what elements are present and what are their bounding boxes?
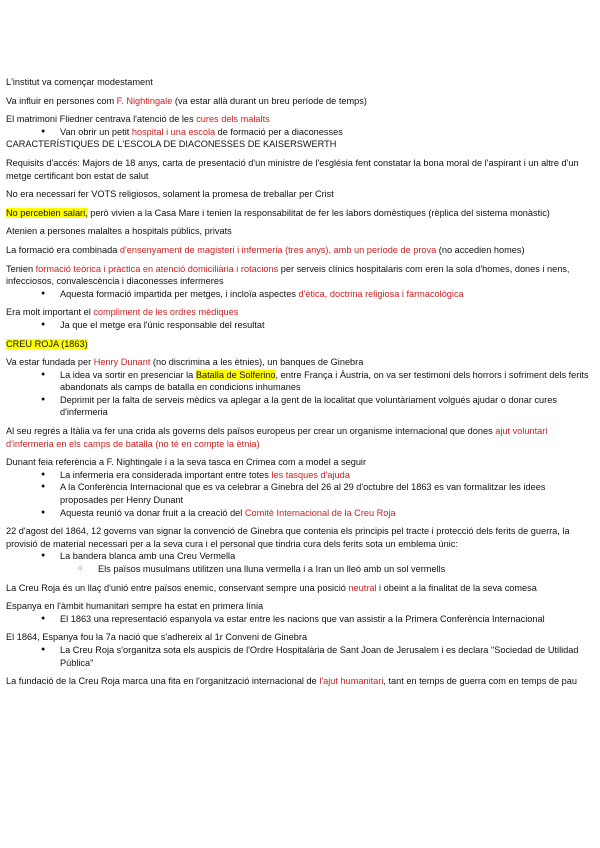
bullet-item [6,469,592,482]
text-run: A la Conferència Internacional que es va celebrar a Ginebra del 26 al 29 d'octubre del 1863 es van formalitzar les idees proposades per Henry Dunant [60,482,546,506]
text-run: Ja que el metge era l'únic responsable del resultat [60,319,265,330]
text-run: La Creu Roja s'organitza sota els auspicis de l'Ordre Hospitalària de Sant Joan de Jerusalem i es declara "Sociedad de Utilidad Pública" [60,644,579,668]
paragraph [6,631,592,644]
text-run: El matrimoni Fliedner centrava l'atenció de les [6,114,197,125]
paragraph [6,456,592,469]
text-run: Els països musulmans utilitzen una lluna vermella i a Iran un lleó amb un sol vermells [98,564,446,574]
red-emphasis-text: les tasques d'ajuda [271,469,350,480]
bullet-item [6,288,592,301]
bullet-item [6,644,592,669]
bullet-item [6,550,592,563]
text-run: La fundació de la Creu Roja marca una fita en l'organització internacional de [6,676,320,687]
paragraph [6,675,592,688]
text-run: (va estar allà durant un breu període de temps) [172,95,367,106]
text-run: Atenien a persones malaltes a hospitals públics, privats [6,226,232,237]
text-run: Deprimit per la falta de serveis mèdics va aplegar a la gent de la localitat que voluntàriament volgués ajudar o donar cures d'infermeria [60,394,557,418]
paragraph [6,113,592,126]
text-run: El 1863 una representació espanyola va estar entre les nacions que van assistir a la Primera Conferència Internacional [60,613,545,624]
text-run: (no accedien homes) [436,244,525,255]
red-emphasis-text: neutral [348,582,377,593]
text-run: No era necessari fer VOTS religiosos, solament la promesa de treballar per Crist [6,189,334,200]
text-run: La Creu Roja és un llaç d'unió entre països enemic, conservant sempre una posició [6,582,349,593]
text-run: Van obrir un petit [60,126,132,137]
bullet-item [6,613,592,626]
paragraph [6,244,592,257]
text-run: Era molt important el [6,307,94,318]
paragraph [6,338,592,351]
paragraph [6,95,592,108]
text-run: CARACTERÍSTIQUES DE L'ESCOLA DE DIACONESSES DE KAISERSWERTH [6,139,337,150]
paragraph [6,582,592,595]
text-run: per serveis clínics hospitalaris com eren la sola d'homes, dones i nens, infecciosos, convalescència i diaconesses infermeres [6,263,570,287]
text-run: La bandera blanca amb una Creu Vermella [60,551,236,562]
text-run: 22 d'agost del 1864, 12 governs van signar la convenció de Ginebra que contenia els principis pel tracte i protecció dels ferits de guerra, la provisió de material necessari per a la seva cura i el personal que tindria cura dels ferits sota un emblema únic: [6,526,570,549]
paragraph [6,207,592,220]
paragraph [6,600,592,613]
bullet-item [6,319,592,332]
text-run: Espanya en l'àmbit humanitari sempre ha estat en primera línia [6,601,264,612]
text-run: Aquesta reunió va donar fruit a la creació del [60,507,245,518]
bullet-item [6,126,592,139]
red-emphasis-text: l'ajut humanitari [319,676,384,687]
paragraph [6,356,592,369]
paragraph [6,138,592,151]
text-run: Dunant feia referència a F. Nightingale i a la seva tasca en Crimea com a model a seguir [6,457,367,468]
bullet-item [6,507,592,520]
red-emphasis-text: formació teòrica i pràctica en atenció domiciliària i rotacions [35,263,279,274]
text-run: Va influir en persones com [6,95,117,106]
text-run: Tenien [6,263,36,274]
text-run: de formació per a diaconesses [215,126,343,137]
highlighted-text: Batalla de Solferino [195,369,276,380]
text-run: Aquesta formació impartida per metges, i incloïa aspectes [60,288,299,299]
text-run: Al seu regrés a Itàlia va fer una crida als governs dels països europeus per crear un organisme internacional que dones [6,426,496,437]
paragraph [6,157,592,182]
red-emphasis-text: F. Nightingale [116,95,173,106]
paragraph [6,188,592,201]
red-emphasis-text: hospital i una escola [131,126,216,137]
text-run: El 1864, Espanya fou la 7a nació que s'adhereix al 1r Conveni de Ginebra [6,632,308,643]
highlighted-text: No percebien salari, [6,207,88,218]
text-run: , tant en temps de guerra com en temps de pau [383,676,577,687]
text-run: Requisits d'accés: Majors de 18 anys, carta de presentació d'un ministre de l'església fent constatar la bona moral de l'aspirant i un altre d'un metge certificant bon estat de salut [6,157,579,181]
red-emphasis-text: ajut voluntari d'infermeria en els camps de batalla (no té en compte la ètnia) [6,426,548,449]
bullet-item [6,394,592,419]
red-emphasis-text: d'ètica, doctrina religiosa i farmacològica [298,288,464,299]
red-emphasis-text: Comitè Internacional de la Creu Roja [244,507,396,518]
paragraph [6,225,592,238]
text-run: , entre França i Àustria, on va ser testimoni dels horrors i sofriment dels ferits abandonats als camps de batalla en condicions inhumanes [60,369,589,393]
bullet-item [6,369,592,394]
red-emphasis-text: cures dels malalts [196,114,270,125]
red-emphasis-text: Henry Dunant [93,357,151,368]
paragraph [6,263,592,288]
sub-bullet-item [6,563,592,576]
paragraph [6,525,592,550]
paragraph [6,425,592,450]
text-run: i obeint a la finalitat de la seva comesa [376,582,537,593]
red-emphasis-text: compliment de les ordres mèdiques [93,307,239,318]
text-run: La infermeria era considerada important entre totes [60,469,272,480]
text-run: (no discrimina a les ètnies), un banques de Ginebra [150,357,364,368]
text-run: però vivien a la Casa Mare i tenien la responsabilitat de fer les labors domèstiques (rèplica del sistema monàstic) [87,207,550,218]
bullet-item [6,481,592,506]
text-run: Va estar fundada per [6,357,94,368]
document-page [6,76,592,688]
paragraph [6,76,592,89]
highlighted-text: CREU ROJA (1863) [6,338,88,349]
red-emphasis-text: d'ensenyament de magisteri i infermeria (tres anys), amb un període de prova [119,244,437,255]
paragraph [6,306,592,319]
text-run: L'institut va començar modestament [6,77,153,87]
text-run: La formació era combinada [6,244,120,255]
text-run: La idea va sortir en presenciar la [60,369,196,380]
